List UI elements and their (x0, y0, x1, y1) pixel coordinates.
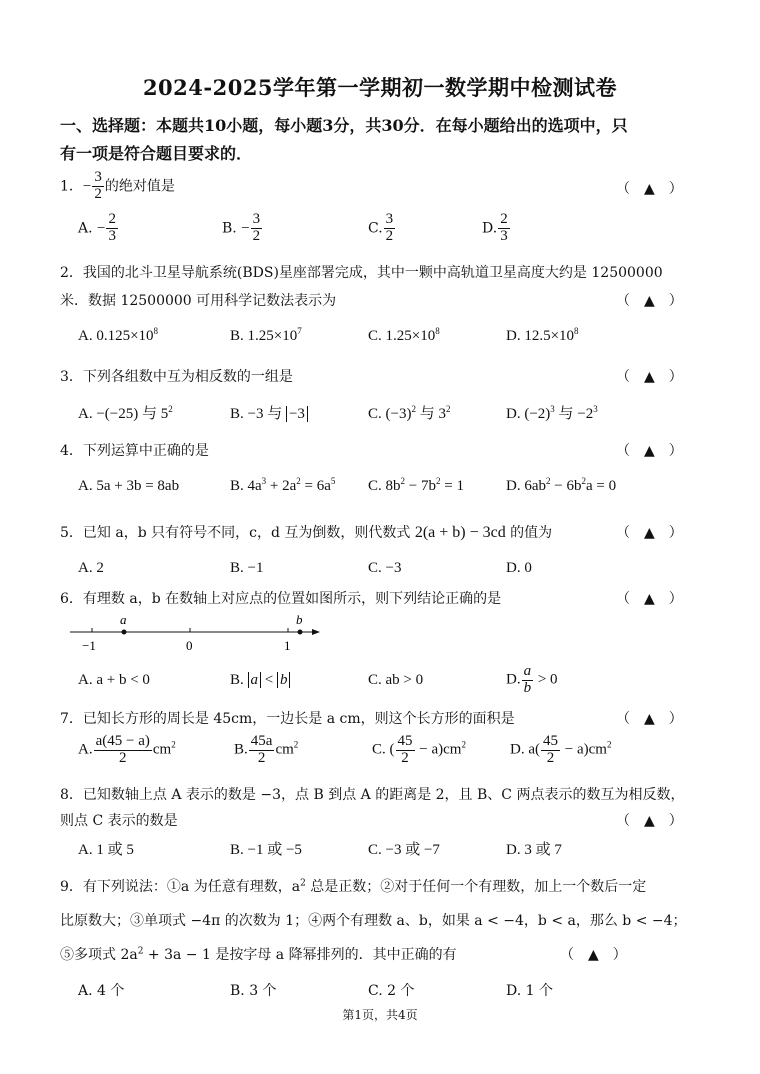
question-6-stem: 6．有理数 a，b 在数轴上对应点的位置如图所示，则下列结论正确的是 (60, 591, 502, 607)
q6-option-d: D. $\frac{a}{b}$ > 0 (506, 663, 558, 696)
answer-mark-4: （ ▲ ） (616, 443, 683, 459)
point-a-label: a (120, 614, 127, 627)
q4-option-b: B. $4a^3 + 2a^2 = 6a^5$ (230, 476, 336, 494)
q2-option-d: D. $12.5\times 10^8$ (506, 326, 579, 344)
q4-option-c: C. $8b^2 - 7b^2 = 1$ (368, 476, 464, 494)
answer-mark-9: （ ▲ ） (560, 947, 627, 963)
point-b-label: b (296, 614, 303, 627)
q3-option-b: B. −3 与 −3 (230, 402, 308, 423)
question-8-line-2: 则点 C 表示的数是 (60, 813, 178, 829)
q2-option-b: B. $1.25\times 10^7$ (230, 326, 302, 344)
q7-option-d: D. a( $\frac{45}{2}$ − $a)cm^2$ (510, 733, 612, 766)
question-2-line-2: 米．数据 12500000 可用科学记数法表示为 (60, 293, 337, 309)
q7-option-c: C. ( $\frac{45}{2}$ − $a)cm^2$ (372, 733, 466, 766)
question-8-line-1: 8．已知数轴上点 A 表示的数是 −3，点 B 到点 A 的距离是 2，且 B、C 两点表示的数互为相反数， (60, 787, 685, 803)
answer-mark-2: （ ▲ ） (616, 293, 683, 309)
q1-option-c: C. $\frac{3}{2}$ (368, 211, 394, 244)
q6-option-b: B. a < b (230, 672, 290, 689)
question-5-stem: 5．已知 a，b 只有符号不同，c，d 互为倒数，则代数式 2(a + b) − 3cd 的值为 (60, 524, 553, 541)
q8-option-a: A. 1 或 5 (78, 842, 134, 858)
q2-option-c: C. $1.25\times 10^8$ (368, 326, 440, 344)
q8-option-c: C. −3 或 −7 (368, 842, 440, 858)
q9-option-c: C. 2 个 (368, 983, 415, 999)
answer-mark-8: （ ▲ ） (616, 813, 683, 829)
tick-label-minus-1: −1 (82, 638, 96, 653)
tick-label-0: 0 (186, 638, 193, 653)
q9-option-b: B. 3 个 (230, 983, 277, 999)
q6-option-c: C. ab > 0 (368, 672, 424, 688)
section-line-2: 有一项是符合题目要求的． (60, 144, 253, 163)
question-4-stem: 4．下列运算中正确的是 (60, 443, 209, 459)
number-line-diagram (68, 614, 328, 656)
q1-option-d: D. $\frac{2}{3}$ (482, 211, 508, 244)
q3-option-a: A. −(−25) 与 $5^2$ (78, 404, 173, 422)
question-9-line-3: ⑤多项式 $2a^2 + 3a - 1$ 是按字母 a 降幂排列的．其中正确的有 (60, 946, 457, 963)
point-b (298, 630, 303, 635)
question-7-stem: 7．已知长方形的周长是 45cm，一边长是 a cm，则这个长方形的面积是 (60, 711, 515, 727)
q8-option-d: D. 3 或 7 (506, 842, 562, 858)
q3-option-d: D. $(-2)^3$ 与 $-2^3$ (506, 404, 598, 422)
question-2-line-1: 2．我国的北斗卫星导航系统(BDS)星座部署完成，其中一颗中高轨道卫星高度大约是 12500000 (60, 265, 663, 281)
question-9-line-2: 比原数大；③单项式 −4π 的次数为 1；④两个有理数 a、b，如果 a < −4，b < a，那么 b < −4； (60, 913, 687, 929)
page-title: 2024-2025学年第一学期初一数学期中检测试卷 (142, 75, 618, 100)
q9-option-a: A. 4 个 (78, 983, 125, 999)
q9-option-d: D. 1 个 (506, 983, 553, 999)
answer-mark-5: （ ▲ ） (616, 525, 683, 541)
q5-option-a: A. 2 (78, 560, 104, 576)
q1-option-b: B. − $\frac{3}{2}$ (222, 211, 261, 244)
q7-option-a: A. $\frac{a(45 - a)}{2}$ $cm^2$ (78, 733, 176, 766)
q6-option-a: A. a + b < 0 (78, 672, 150, 688)
answer-mark-7: （ ▲ ） (616, 711, 683, 727)
q7-option-b: B. $\frac{45a}{2}$ $cm^2$ (234, 733, 299, 766)
q4-option-d: D. $6ab^2 - 6b^2a = 0$ (506, 476, 617, 494)
q8-option-b: B. −1 或 −5 (230, 842, 302, 858)
q2-option-a: A. $0.125\times 10^8$ (78, 326, 159, 344)
answer-mark-3: （ ▲ ） (616, 369, 683, 385)
q3-option-c: C. $(-3)^2$ 与 $3^2$ (368, 404, 451, 422)
q1-option-a: A. − $\frac{2}{3}$ (78, 211, 116, 244)
answer-mark-6: （ ▲ ） (616, 591, 683, 607)
fraction: $\frac{3}{2}$ (94, 169, 102, 202)
section-line-1: 一、选择题：本题共10小题，每小题3分，共30分．在每小题给出的选项中，只 (60, 116, 628, 135)
page-footer: 第1页，共4页 (342, 1008, 418, 1022)
question-1-stem: 1．− $\frac{3}{2}$ 的绝对值是 (60, 169, 175, 202)
q4-option-a: A. 5a + 3b = 8ab (78, 478, 180, 494)
q5-option-c: C. −3 (368, 560, 402, 576)
question-9-line-1: 9．有下列说法：①a 为任意有理数，$a^2$ 总是正数；②对于任何一个有理数，加上一个数后一定 (60, 878, 647, 895)
tick-label-1: 1 (284, 638, 291, 653)
point-a (122, 630, 127, 635)
number-line-arrow (312, 629, 320, 635)
q5-option-d: D. 0 (506, 560, 532, 576)
section-heading (60, 112, 700, 168)
q5-option-b: B. −1 (230, 560, 264, 576)
question-3-stem: 3．下列各组数中互为相反数的一组是 (60, 369, 293, 385)
answer-mark-1: （ ▲ ） (616, 181, 683, 197)
